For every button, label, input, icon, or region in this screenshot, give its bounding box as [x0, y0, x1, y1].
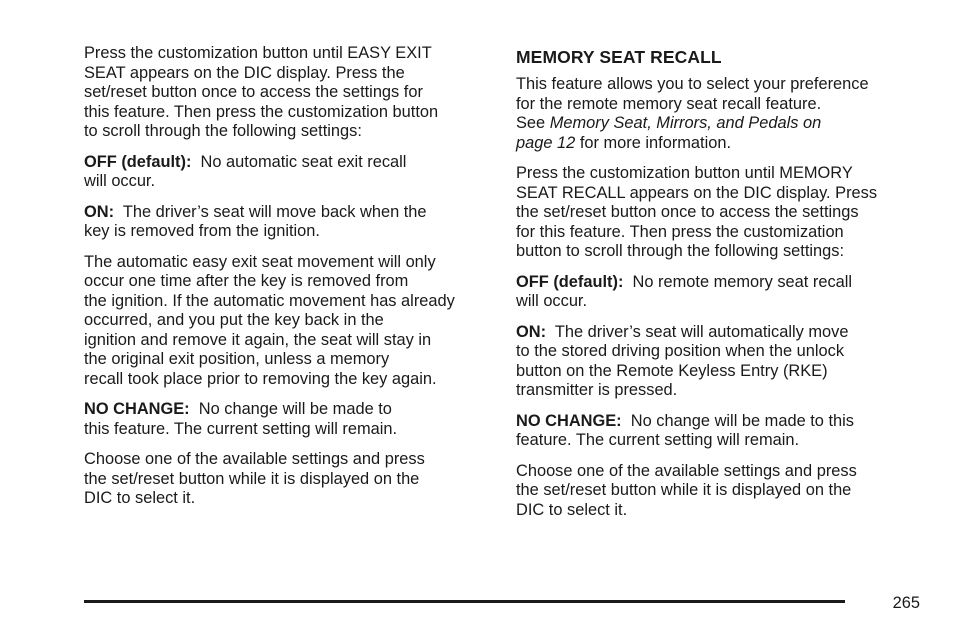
- easy-exit-note-paragraph: The automatic easy exit seat movement will only occur one time after the key is removed from the ignition. If the automatic movement has already occurred, and you put the key back in the ignition and remove it again, the seat will stay in the original exit position, unless a memory recall took place prior to removing the key again.: [84, 252, 455, 388]
- right-column: [516, 44, 921, 531]
- easy-exit-choose-paragraph: Choose one of the available settings and press the set/reset button while it is displayed on the DIC to select it.: [84, 450, 425, 507]
- footer-rule: [84, 600, 845, 603]
- easy-exit-intro-paragraph: Press the customization button until EASY EXIT SEAT appears on the DIC display. Press the set/reset button once to access the settings for this feature. Then press the customization button to scroll through the following settings:: [84, 44, 439, 140]
- left-column: [84, 44, 494, 520]
- setting-term: ON:: [84, 202, 115, 221]
- setting-term: OFF (default):: [84, 152, 192, 171]
- memory-recall-off-setting: OFF (default): No remote memory seat recall will occur.: [516, 272, 853, 310]
- memory-recall-intro-paragraph: Press the customization button until MEMORY SEAT RECALL appears on the DIC display. Press the set/reset button once to access the settings for this feature. Then press the customization button to scroll through the following settings:: [516, 164, 878, 260]
- easy-exit-no-change-setting: NO CHANGE: No change will be made to this feature. The current setting will remain.: [84, 400, 398, 438]
- setting-term: ON:: [516, 322, 547, 341]
- setting-term: OFF (default):: [516, 272, 624, 291]
- setting-term: NO CHANGE:: [516, 411, 622, 430]
- page-number: 265: [892, 594, 920, 612]
- memory-recall-feature-paragraph: This feature allows you to select your preference for the remote memory seat recall feature. See Memory Seat, Mirrors, and Pedals on page 12 for more information.: [516, 75, 869, 152]
- cross-reference: Memory Seat, Mirrors, and Pedals on: [549, 114, 822, 132]
- memory-recall-choose-paragraph: Choose one of the available settings and press the set/reset button while it is displayed on the DIC to select it.: [516, 461, 857, 519]
- easy-exit-on-setting: ON: The driver’s seat will move back when the key is removed from the ignition.: [84, 202, 427, 240]
- easy-exit-off-setting: OFF (default): No automatic seat exit recall will occur.: [84, 152, 407, 190]
- memory-recall-no-change-setting: NO CHANGE: No change will be made to this feature. The current setting will remain.: [516, 411, 854, 449]
- setting-term: NO CHANGE:: [84, 400, 190, 418]
- section-heading: MEMORY SEAT RECALL: [516, 47, 722, 67]
- cross-reference-page: page 12: [516, 133, 576, 152]
- memory-recall-on-setting: ON: The driver’s seat will automatically move to the stored driving position when the unlock button on the Remote Keyless Entry (RKE) transmitter is pressed.: [516, 322, 849, 399]
